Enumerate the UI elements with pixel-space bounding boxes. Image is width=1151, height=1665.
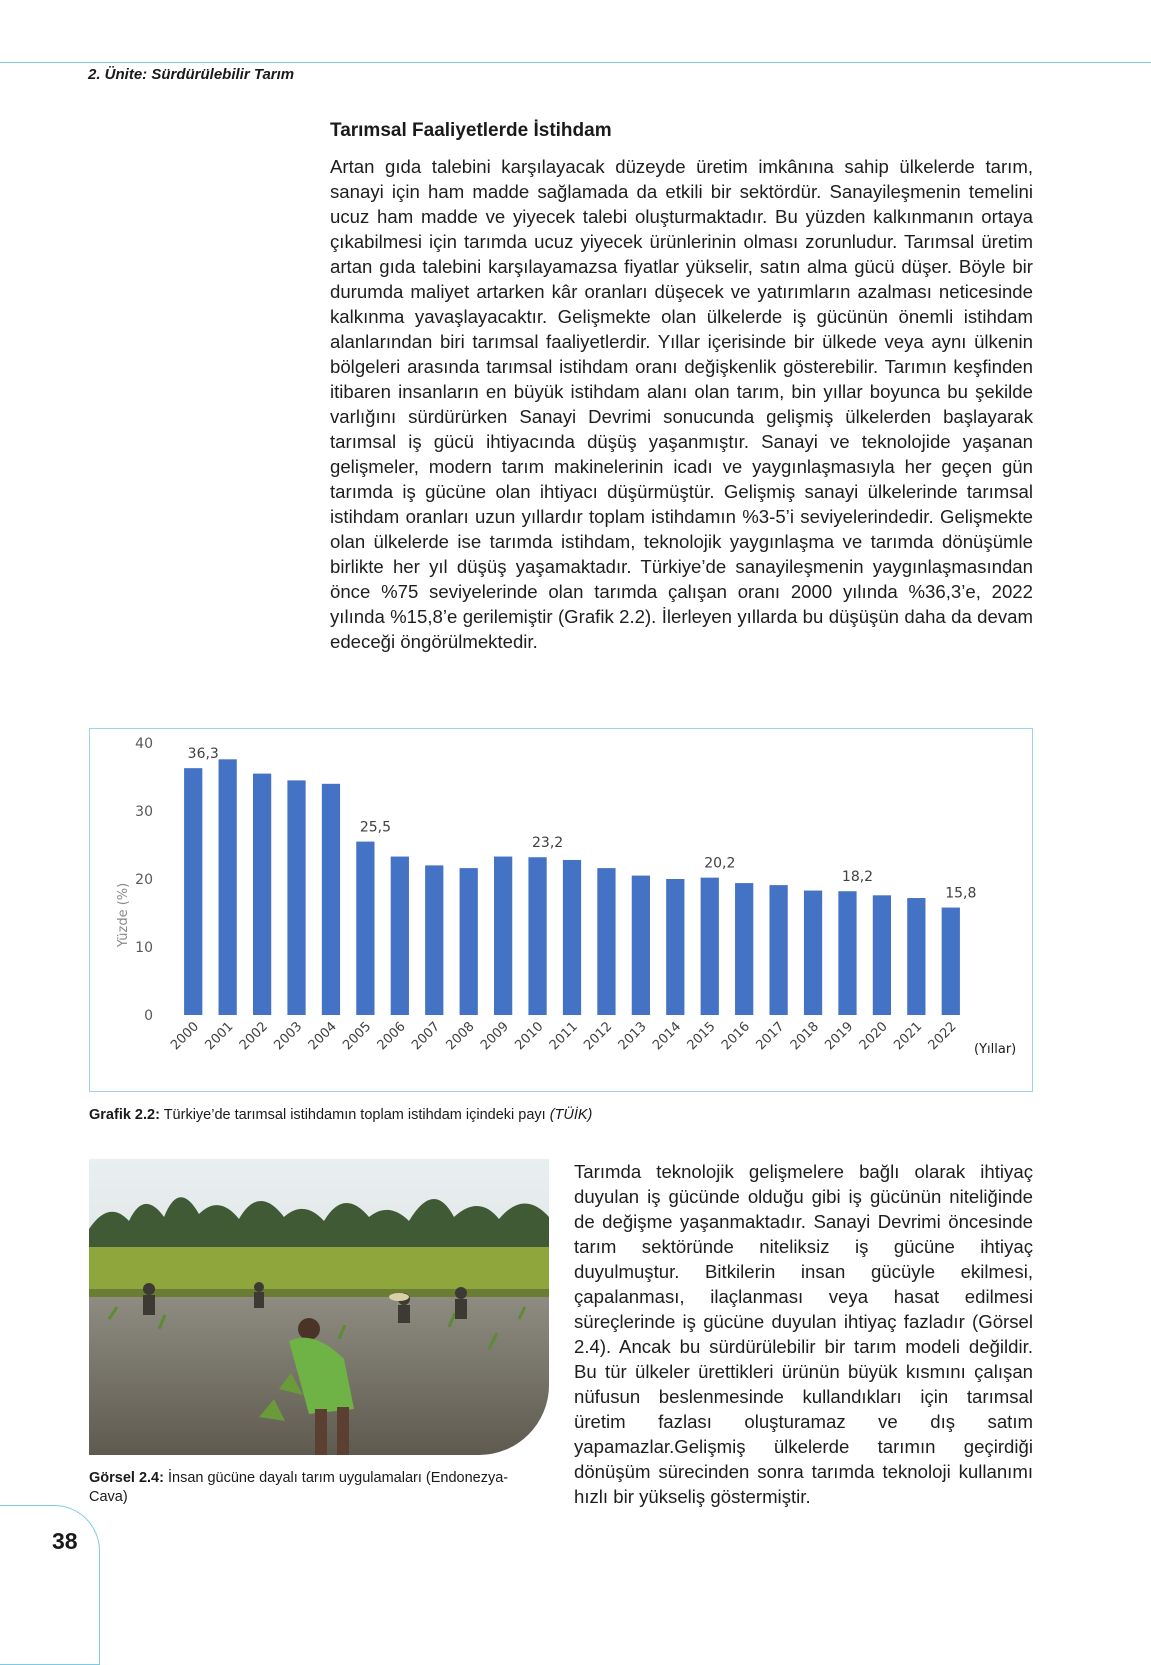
bar-2002 — [253, 774, 271, 1015]
photo-caption-label: Görsel 2.4: — [89, 1470, 164, 1486]
right-paragraph: Tarımda teknolojik gelişmelere bağlı olarak ihtiyaç duyulan iş gücünde olduğu gibi iş gücünün niteliğinde de değişme yaşanmaktadır. Sanayi Devrimi öncesinde tarım sektöründe niteliksiz iş gücüne ihtiyaç duyulmuştur. Bitkilerin insan gücüyle ekilmesi, çapalanması, ilaçlanması veya hasat edilmesi süreçlerinde iş gücüne duyulan ihtiyaç fazladır (Görsel 2.4). Ancak bu sürdürülebilir bir tarım modeli değildir. Bu tür ülkeler ürettikleri ürünün büyük kısmını çalışan nüfusun beslenmesinde kullandıkları için tarımsal üretim fazlası oluşturamaz ve dış satım yapamazlar.Gelişmiş ülkelerde tarımın geçirdiği dönüşüm sürecinden sonra tarımda teknoloji kullanımı hızlı bir yükseliş göstermiştir. — [574, 1161, 1033, 1507]
page-number: 38 — [52, 1528, 78, 1554]
y-tick-label: 10 — [135, 940, 153, 956]
x-tick-label: 2011 — [546, 1019, 581, 1054]
bar-2009 — [494, 857, 512, 1015]
chart-svg — [90, 729, 1034, 1093]
unit-title: 2. Ünite: Sürdürülebilir Tarım — [88, 66, 295, 83]
bar-2003 — [287, 780, 305, 1015]
x-tick-label: 2015 — [684, 1019, 719, 1054]
rice-field-illustration — [89, 1159, 549, 1455]
photo-caption — [89, 1469, 509, 1507]
bar-2014 — [666, 879, 684, 1015]
y-axis-label: Yüzde (%) — [116, 882, 131, 948]
x-tick-label: 2020 — [856, 1019, 891, 1054]
chart-caption-source: (TÜİK) — [549, 1107, 593, 1123]
x-tick-label: 2014 — [650, 1019, 685, 1054]
x-tick-label: 2009 — [477, 1019, 512, 1054]
data-label: 18,2 — [841, 869, 874, 886]
bar-2010 — [528, 857, 546, 1015]
bar-2011 — [563, 860, 581, 1015]
bar-2000 — [184, 768, 202, 1015]
bar-2013 — [632, 876, 650, 1015]
x-tick-label: 2005 — [340, 1019, 375, 1054]
x-tick-label: 2017 — [753, 1019, 788, 1054]
bar-2008 — [460, 868, 478, 1015]
section-title: Tarımsal Faaliyetlerde İstihdam — [330, 120, 612, 141]
bar-2005 — [356, 842, 374, 1015]
bar-2020 — [873, 895, 891, 1015]
y-tick-label: 30 — [135, 804, 153, 820]
photo-caption-text: İnsan gücüne dayalı tarım uygulamaları (Endonezya-Cava) — [89, 1470, 509, 1505]
x-tick-label: 2006 — [374, 1019, 409, 1054]
x-tick-label: 2007 — [409, 1019, 444, 1054]
x-tick-label: 2012 — [581, 1019, 616, 1054]
body-text — [330, 154, 1033, 654]
x-axis-label: (Yıllar) — [974, 1042, 1017, 1057]
right-column-text — [574, 1159, 1033, 1509]
x-tick-label: 2016 — [718, 1019, 754, 1054]
x-tick-label: 2021 — [891, 1019, 926, 1054]
bar-2022 — [942, 908, 960, 1015]
x-tick-label: 2004 — [305, 1019, 340, 1054]
x-tick-label: 2019 — [822, 1019, 857, 1054]
y-tick-label: 0 — [144, 1008, 153, 1024]
bar-2006 — [391, 857, 409, 1015]
bar-2004 — [322, 784, 340, 1015]
body-paragraph: Artan gıda talebini karşılayacak düzeyde üretim imkânına sahip ülkelerde tarım, sanayi için ham madde sağlamada da etkili bir sektördür. Sanayileşmenin temelini ucuz ham madde ve yiyecek talebi oluşturmaktadır. Bu yüzden kalkınmanın ortaya çıkabilmesi için tarımda ucuz yiyecek ürünlerinin olması zorunludur. Tarımsal üretim artan gıda talebini karşılayamazsa fiyatlar yükselir, satın alma gücü düşer. Böyle bir durumda maliyet artarken kâr oranları düşecek ve yatırımların azalması neticesinde kalkınma yavaşlayacaktır. Gelişmekte olan ülkelerde iş gücünün önemli istihdam alanlarından biri tarımsal faaliyetlerdir. Yıllar içerisinde bir ülkede veya aynı ülkenin bölgeleri arasında tarımsal istihdam oranı değişkenlik gösterebilir. Tarımın keşfinden itibaren insanların en büyük istihdam alanı olan tarım, bin yıllar boyunca bu şekilde varlığını sürdürürken Sanayi Devrimi sonucunda gelişmiş ülkelerden başlayarak tarımsal iş gücü ihtiyacında düşüş yaşanmıştır. Sanayi ve teknolojide yaşanan gelişmeler, modern tarım makinelerinin icadı ve yaygınlaşmasıyla her geçen gün tarımda iş gücüne olan ihtiyacı düşürmüştür. Gelişmiş sanayi ülkelerinde tarımsal istihdam oranları uzun yıllardır toplam istihdamın %3-5’i seviyelerindedir. Gelişmekte olan ülkelerde ise tarımda istihdam, teknolojik yaygınlaşma ve tarımda dönüşümle birlikte her yıl düşüş yaşamaktadır. Türkiye’de sanayileşmenin yaygınlaşmasından önce %75 seviyelerinde olan tarımda çalışan oranı 2000 yılında %36,3’e, 2022 yılında %15,8’e gerilemiştir (Grafik 2.2). İlerleyen yıllarda bu düşüşün daha da devam edeceği öngörülmektedir. — [330, 156, 1033, 652]
x-tick-label: 2002 — [236, 1019, 271, 1054]
chart-caption-text: Türkiye’de tarımsal istihdamın toplam istihdam içindeki payı — [159, 1107, 550, 1123]
x-tick-label: 2000 — [168, 1019, 203, 1054]
header-divider — [0, 62, 1151, 63]
data-label: 15,8 — [945, 885, 977, 902]
x-tick-label: 2008 — [443, 1019, 478, 1054]
bar-chart — [89, 728, 1033, 1092]
chart-caption — [89, 1107, 592, 1123]
bar-2016 — [735, 883, 753, 1015]
bar-2021 — [907, 898, 925, 1015]
bar-2018 — [804, 891, 822, 1015]
page-number-tab — [0, 1505, 100, 1665]
x-tick-label: 2018 — [787, 1019, 822, 1054]
data-label: 25,5 — [359, 819, 392, 836]
y-tick-label: 40 — [135, 736, 153, 752]
data-label: 20,2 — [704, 855, 736, 872]
bar-2007 — [425, 865, 443, 1015]
y-tick-label: 20 — [135, 872, 153, 888]
x-tick-label: 2010 — [512, 1019, 547, 1054]
bar-2012 — [597, 868, 615, 1015]
bar-2019 — [838, 891, 856, 1015]
chart-caption-label: Grafik 2.2: — [89, 1107, 160, 1123]
data-label: 36,3 — [187, 746, 219, 763]
rice-field-photo — [89, 1159, 549, 1455]
data-label: 23,2 — [532, 835, 564, 852]
x-tick-label: 2022 — [925, 1019, 960, 1054]
x-tick-label: 2001 — [202, 1019, 237, 1054]
x-tick-label: 2003 — [271, 1019, 306, 1054]
bar-2001 — [219, 759, 237, 1015]
bar-2015 — [701, 878, 719, 1015]
x-tick-label: 2013 — [615, 1019, 650, 1054]
bar-2017 — [769, 885, 787, 1015]
